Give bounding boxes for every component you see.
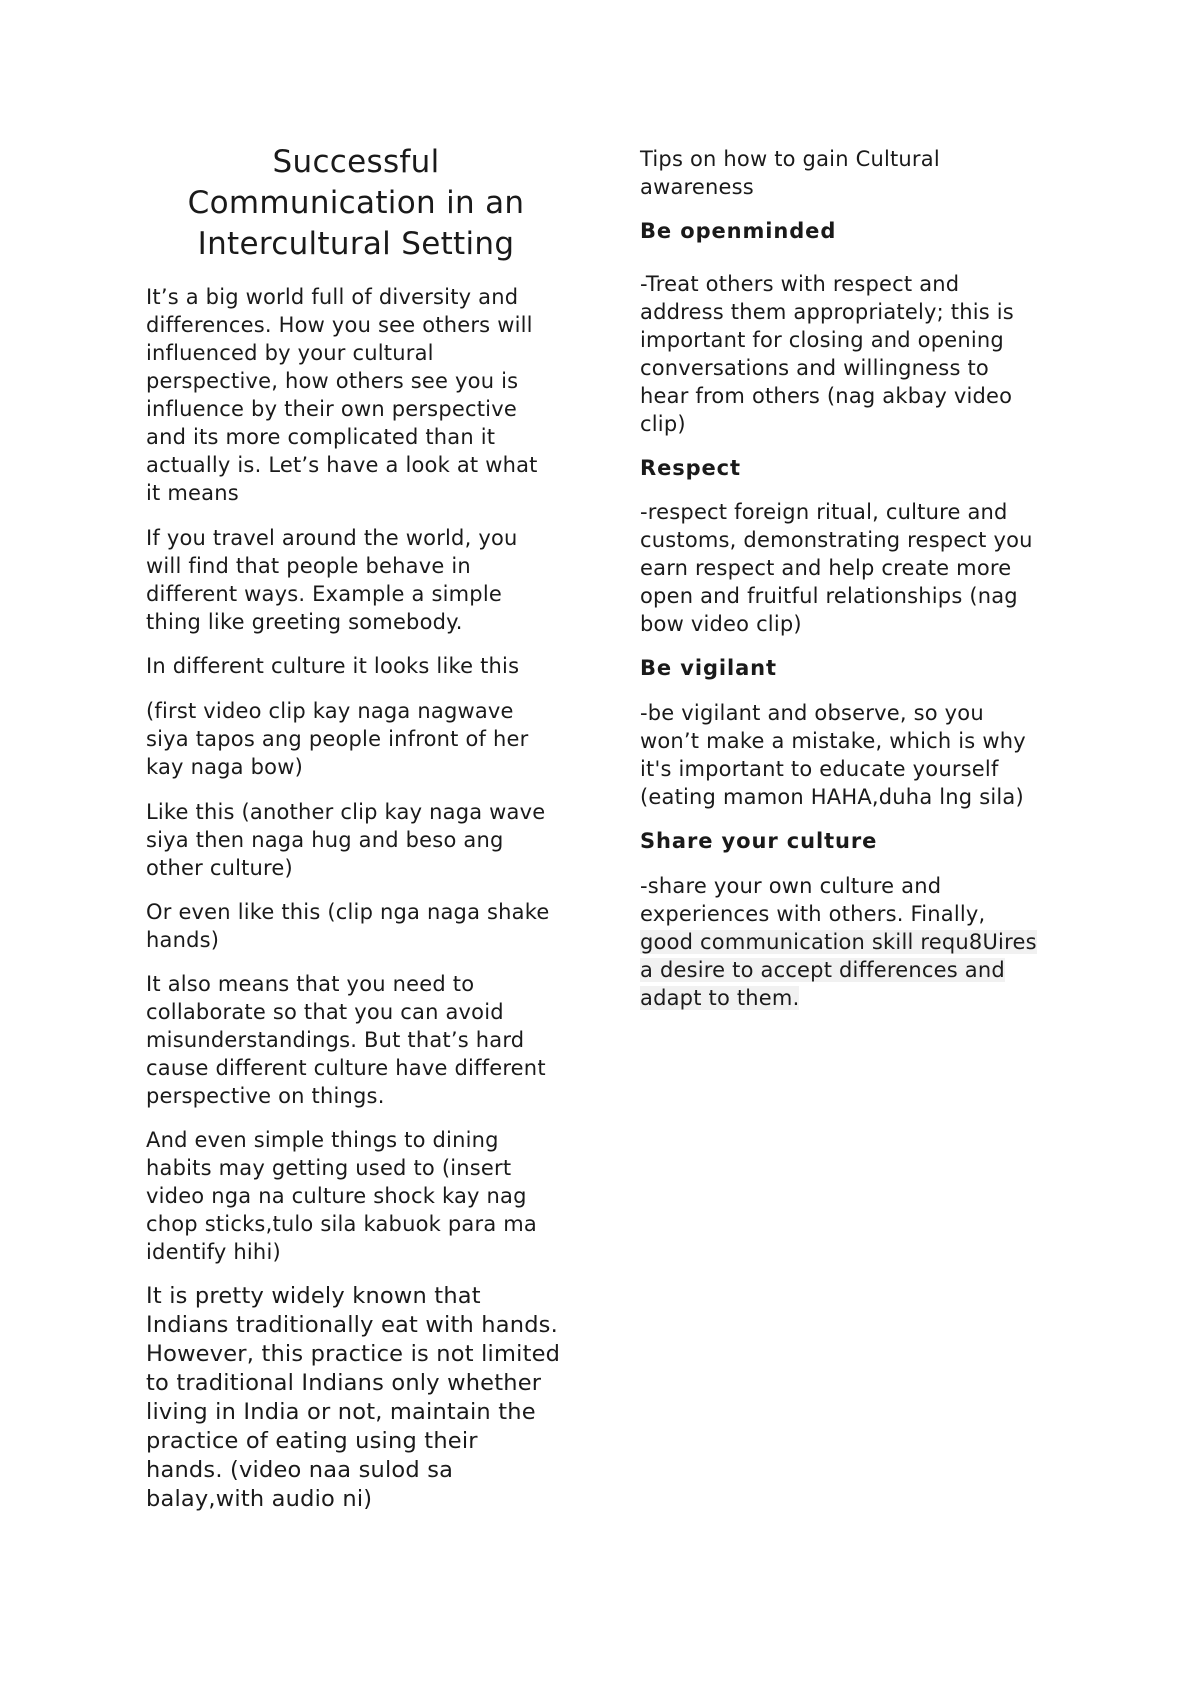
paragraph-travel: If you travel around the world, you will find that people behave in different ways. Example a simple thing like greeting somebody. (146, 526, 518, 634)
paragraph-shake-hands: Or even like this (clip nga naga shake hands) (146, 900, 550, 952)
share-culture-line: experiences with others. Finally, (640, 902, 986, 926)
paragraph-different-culture: In different culture it looks like this (146, 654, 520, 678)
share-culture-line-highlighted (640, 984, 1037, 1012)
paragraph-openminded: -Treat others with respect and address them appropriately; this is important for closing and opening conversations and willingness to hear from others (nag akbay video clip) (640, 272, 1014, 436)
heading-be-openminded: Be openminded (640, 219, 837, 243)
highlighted-text: a desire to accept differences and (640, 958, 1005, 982)
paragraph-dining-habits: And even simple things to dining habits may getting used to (insert video nga na culture shock kay nag chop sticks,tulo sila kabuok para ma identify hihi) (146, 1128, 537, 1264)
paragraph-vigilant: -be vigilant and observe, so you won’t make a mistake, which is why it's important to educate yourself (eating mamon HAHA,duha lng sila) (640, 701, 1026, 809)
document-title: Successful Communication in an Intercultural Setting (187, 144, 525, 262)
paragraph-intro: It’s a big world full of diversity and differences. How you see others will influenced by your cultural perspective, how others see you is influence by their own perspective and its more complicated than it actually is. Let’s have a look at what it means (146, 285, 538, 505)
paragraph-another-clip: Like this (another clip kay naga wave siya then naga hug and beso ang other culture) (146, 800, 546, 880)
heading-share-your-culture: Share your culture (640, 829, 878, 853)
paragraph-indians-hands: It is pretty widely known that Indians traditionally eat with hands. However, this practice is not limited to traditional Indians only whether living in India or not, maintain the practice of eating using their hands. (video naa sulod sa balay,with audio ni) (146, 1283, 561, 1512)
share-culture-line-highlighted (640, 928, 1037, 956)
heading-respect: Respect (640, 456, 741, 480)
highlighted-text: good communication skill requ8Uires (640, 930, 1037, 954)
share-culture-line: -share your own culture and (640, 874, 942, 898)
paragraph-respect: -respect foreign ritual, culture and customs, demonstrating respect you earn respect and help create more open and fruitful relationships (nag bow video clip) (640, 500, 1033, 636)
highlighted-text: adapt to them. (640, 986, 800, 1010)
share-culture-line-highlighted (640, 956, 1037, 984)
paragraph-first-clip: (first video clip kay naga nagwave siya tapos ang people infront of her kay naga bow) (146, 699, 529, 779)
paragraph-collaborate: It also means that you need to collaborate so that you can avoid misunderstandings. But that’s hard cause different culture have different perspective on things. (146, 972, 546, 1108)
heading-be-vigilant: Be vigilant (640, 656, 777, 680)
paragraph-share-culture (640, 872, 1037, 1012)
tips-intro: Tips on how to gain Cultural awareness (640, 147, 940, 199)
